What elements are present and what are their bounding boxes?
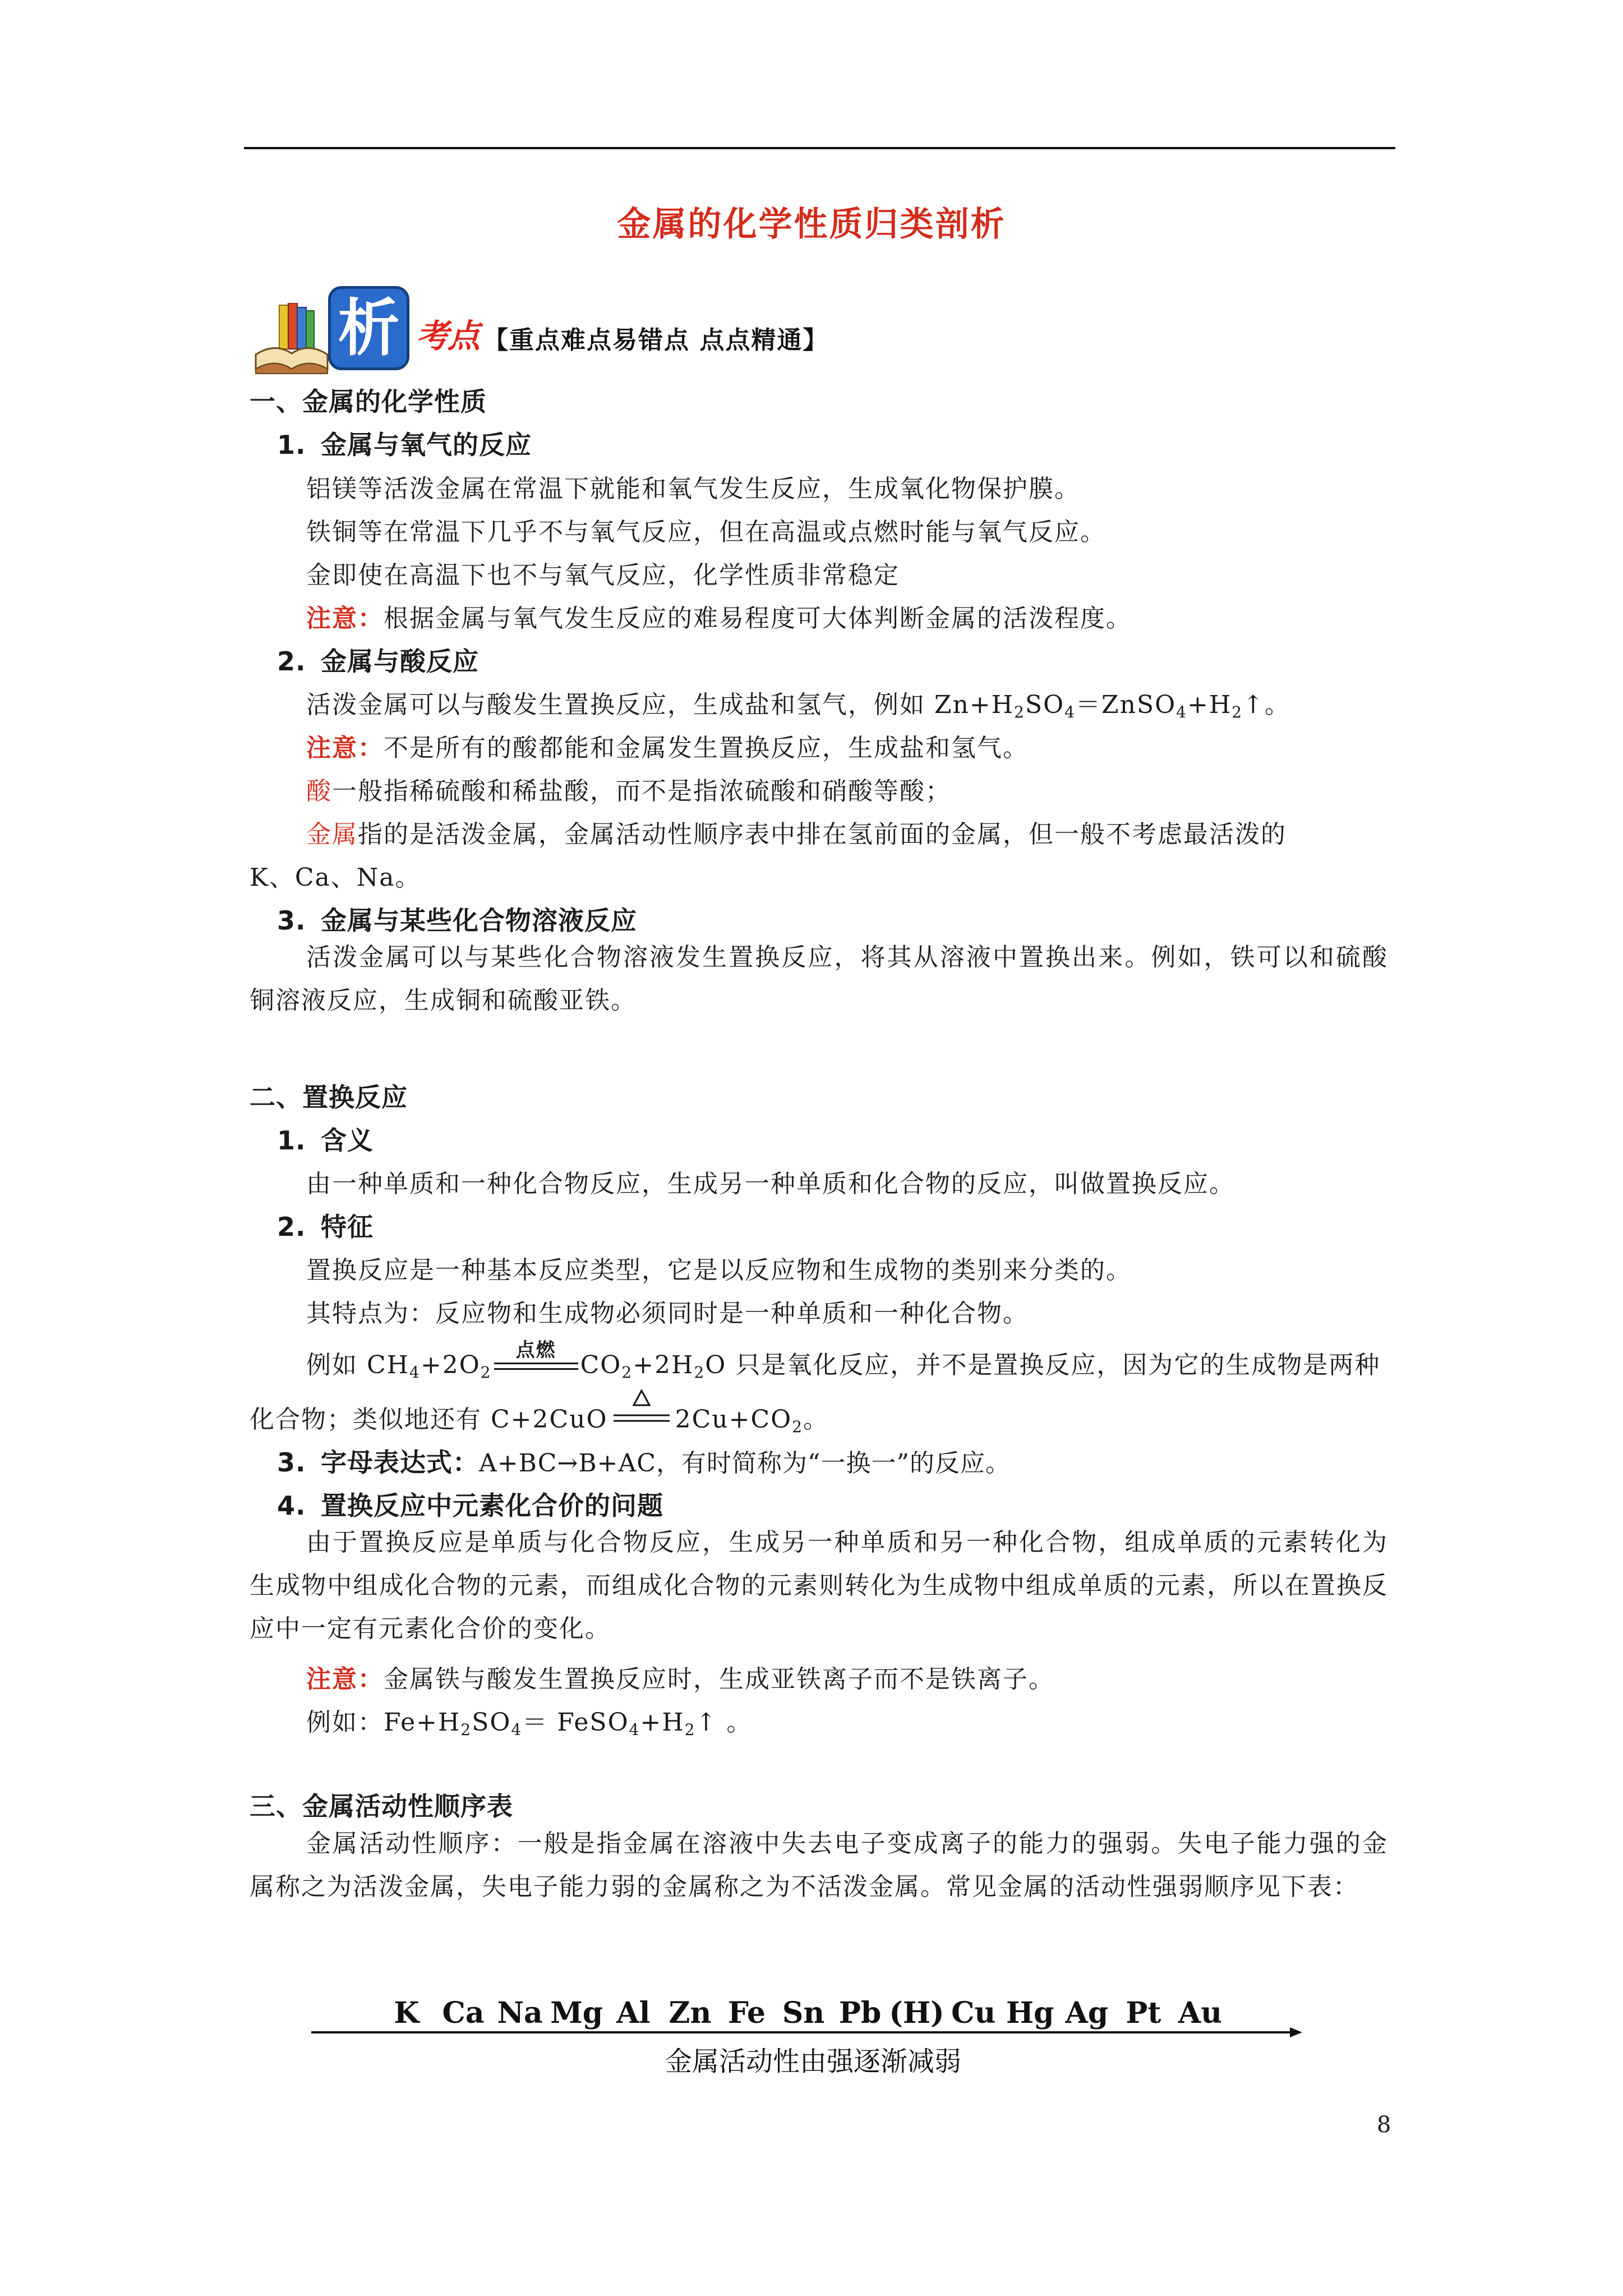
eq-part: O 只是氧化反应，并不是置换反应，因为它的生成物是两种 [705,1351,1381,1379]
eq-part: 化合物；类似地还有 C+2CuO [250,1405,608,1434]
analysis-badge: 析 [328,286,409,370]
equation-line [306,1338,1381,1382]
note-line [306,728,1029,763]
subsection-heading [277,425,532,462]
subsection-heading [277,900,637,937]
condition-label: 点燃 [515,1338,556,1361]
equation-line [306,1702,752,1739]
eq-sub: 2 [684,1720,696,1739]
series-element: Pb [838,1996,882,2030]
section-heading: 三、金属活动性顺序表 [250,1791,513,1821]
subsection-number: 3. [277,1447,306,1478]
eq-sub: 4 [629,1720,640,1739]
paragraph: 金属活动性顺序：一般是指金属在溶液中失去电子变成离子的能力的强弱。失电子能力强的金属称之为活泼金属，失电子能力弱的金属称之为不活泼金属。常见金属的活动性强弱顺序见下表： [250,1829,1388,1901]
paragraph: 由于置换反应是单质与化合物反应，生成另一种单质和另一种化合物，组成单质的元素转化为生成物中组成化合物的元素，而组成化合物的元素则转化为生成物中组成单质的元素，所以在置换反应中一定有元素化合价的变化。 [250,1528,1388,1643]
eq-sub: 2 [792,1418,804,1436]
activity-series-diagram [0,1989,1623,2085]
note-label: 注意： [306,1665,384,1694]
series-element: Au [1178,1996,1223,2030]
subsection-heading [277,1485,663,1522]
eq-sub: 4 [1176,703,1187,721]
series-element: K [394,1996,419,2030]
note-line [306,598,1132,634]
eq-sub: 2 [1232,703,1243,721]
eq-part: +H [1187,691,1232,719]
series-element: Na [497,1996,543,2030]
subsection-title: 金属与酸反应 [321,646,479,677]
series-element: Hg [1006,1996,1054,2030]
eq-part: 2Cu+CO [675,1405,792,1434]
subsection-title: 字母表达式： [321,1447,479,1478]
eq-part: +2H [633,1351,694,1379]
topic-banner [252,286,981,381]
eq-sub: 4 [409,1363,421,1382]
eq-part: Zn+H [934,691,1015,719]
subsection-heading [277,1207,374,1244]
eq-sub: 2 [460,1720,472,1739]
document-title: 金属的化学性质归类剖析 [617,205,1006,244]
ignition-condition-sign [494,1338,578,1379]
subsection-heading [277,641,479,678]
header-rule [244,147,1395,149]
paragraph-line: 铝镁等活泼金属在常温下就能和氧气发生反应，生成氧化物保护膜。 [306,475,1080,503]
paragraph-line: 铁铜等在常温下几乎不与氧气反应，但在高温或点燃时能与氧气反应。 [306,518,1106,546]
paragraph-line: 由一种单质和一种化合物反应，生成另一种单质和化合物的反应，叫做置换反应。 [306,1170,1235,1198]
eq-sub: 4 [1064,703,1076,721]
equation-line [250,1399,829,1436]
series-element: Fe [727,1996,766,2030]
subsection-number: 4. [277,1490,306,1521]
text-span: 指的是活泼金属，金属活动性顺序表中排在氢前面的金属，但一般不考虑最活泼的 [358,820,1287,849]
activity-series-elements [394,1996,1222,2030]
note-label: 注意： [306,604,384,633]
eq-part: ＝ZnSO [1076,691,1177,719]
metal-label: 金属 [306,820,358,849]
section-heading: 一、金属的化学性质 [250,386,487,417]
equation [934,691,1290,719]
series-element: Ag [1065,1996,1109,2030]
page-number: 8 [1377,2112,1391,2138]
paragraph-line: 其特点为：反应物和生成物必须同时是一种单质和一种化合物。 [306,1299,1029,1328]
eq-sub: 2 [694,1363,706,1382]
eq-part: 例如：Fe+H [306,1708,461,1737]
eq-part: ↑。 [1243,691,1290,719]
note-text: 金属铁与酸发生置换反应时，生成亚铁离子而不是铁离子。 [384,1665,1054,1694]
arrow-head [1290,2027,1302,2037]
banner-subtitle: 【重点难点易错点 点点精通】 [483,326,829,355]
eq-part: ↑ 。 [695,1708,753,1737]
eq-part: 。 [803,1405,829,1434]
subsection-heading [277,1442,1011,1479]
note-text: 根据金属与氧气发生反应的难易程度可大体判断金属的活泼程度。 [384,604,1132,633]
eq-sub: 4 [511,1720,523,1739]
eq-part: SO [1025,691,1065,719]
subsection-title: 金属与某些化合物溶液反应 [321,905,637,936]
series-element: Zn [668,1996,712,2030]
heat-condition-icon [614,1407,670,1435]
paragraph-line: 置换反应是一种基本反应类型，它是以反应物和生成物的类别来分类的。 [306,1256,1132,1285]
series-element: Sn [782,1996,825,2030]
eq-sub: 2 [480,1363,492,1382]
subsection-title: 置换反应中元素化合价的问题 [321,1490,663,1521]
subsection-title: 金属与氧气的反应 [321,430,532,460]
eq-part: ＝ FeSO [522,1708,629,1737]
eq-part: 例如 CH [306,1351,410,1379]
series-element: Ca [442,1996,485,2030]
note-text: 不是所有的酸都能和金属发生置换反应，生成盐和氢气。 [384,734,1029,762]
text-span: 一般指稀硫酸和稀盐酸，而不是指浓硫酸和硝酸等酸； [332,777,951,806]
subsection-number: 1. [277,430,306,460]
paragraph-line [306,684,1290,721]
section-heading: 二、置换反应 [250,1082,408,1112]
paragraph: 活泼金属可以与某些化合物溶液发生置换反应，将其从溶液中置换出来。例如，铁可以和硫酸铜溶液反应，生成铜和硫酸亚铁。 [250,943,1388,1015]
subsection-number: 1. [277,1125,306,1156]
text-span: 活泼金属可以与酸发生置换反应，生成盐和氢气，例如 [306,691,925,719]
paragraph-line [306,814,1287,850]
note-line [306,1659,1054,1695]
eq-part: +2O [420,1351,481,1379]
note-label: 注意： [306,734,384,762]
series-element: Al [616,1996,651,2030]
series-element: (H) [889,1996,944,2030]
series-element: Mg [550,1996,603,2030]
eq-sub: 2 [1014,703,1025,721]
eq-part: +H [640,1708,685,1737]
subsection-heading [277,1120,374,1157]
arrow-label: 金属活动性由强逐渐减弱 [665,2046,962,2077]
eq-part: SO [472,1708,511,1737]
exam-point-label: 考点 [416,317,479,355]
eq-part: CO [580,1351,622,1379]
subsection-title: 特征 [321,1212,374,1242]
paragraph-line: 金即使在高温下也不与氧气反应，化学性质非常稳定 [306,561,900,590]
subsection-number: 3. [277,905,306,936]
series-element: Pt [1126,1996,1161,2030]
eq-sub: 2 [621,1363,633,1382]
subsection-number: 2. [277,1212,306,1242]
subsection-title: 含义 [321,1125,374,1156]
paragraph-line [306,771,951,807]
books-icon [252,303,331,376]
acid-label: 酸 [306,777,332,806]
text-span: A+BC→B+AC，有时简称为“一换一”的反应。 [479,1449,1011,1478]
series-element: Cu [951,1996,996,2030]
paragraph-line: K、Ca、Na。 [250,863,421,892]
subsection-number: 2. [277,646,306,677]
